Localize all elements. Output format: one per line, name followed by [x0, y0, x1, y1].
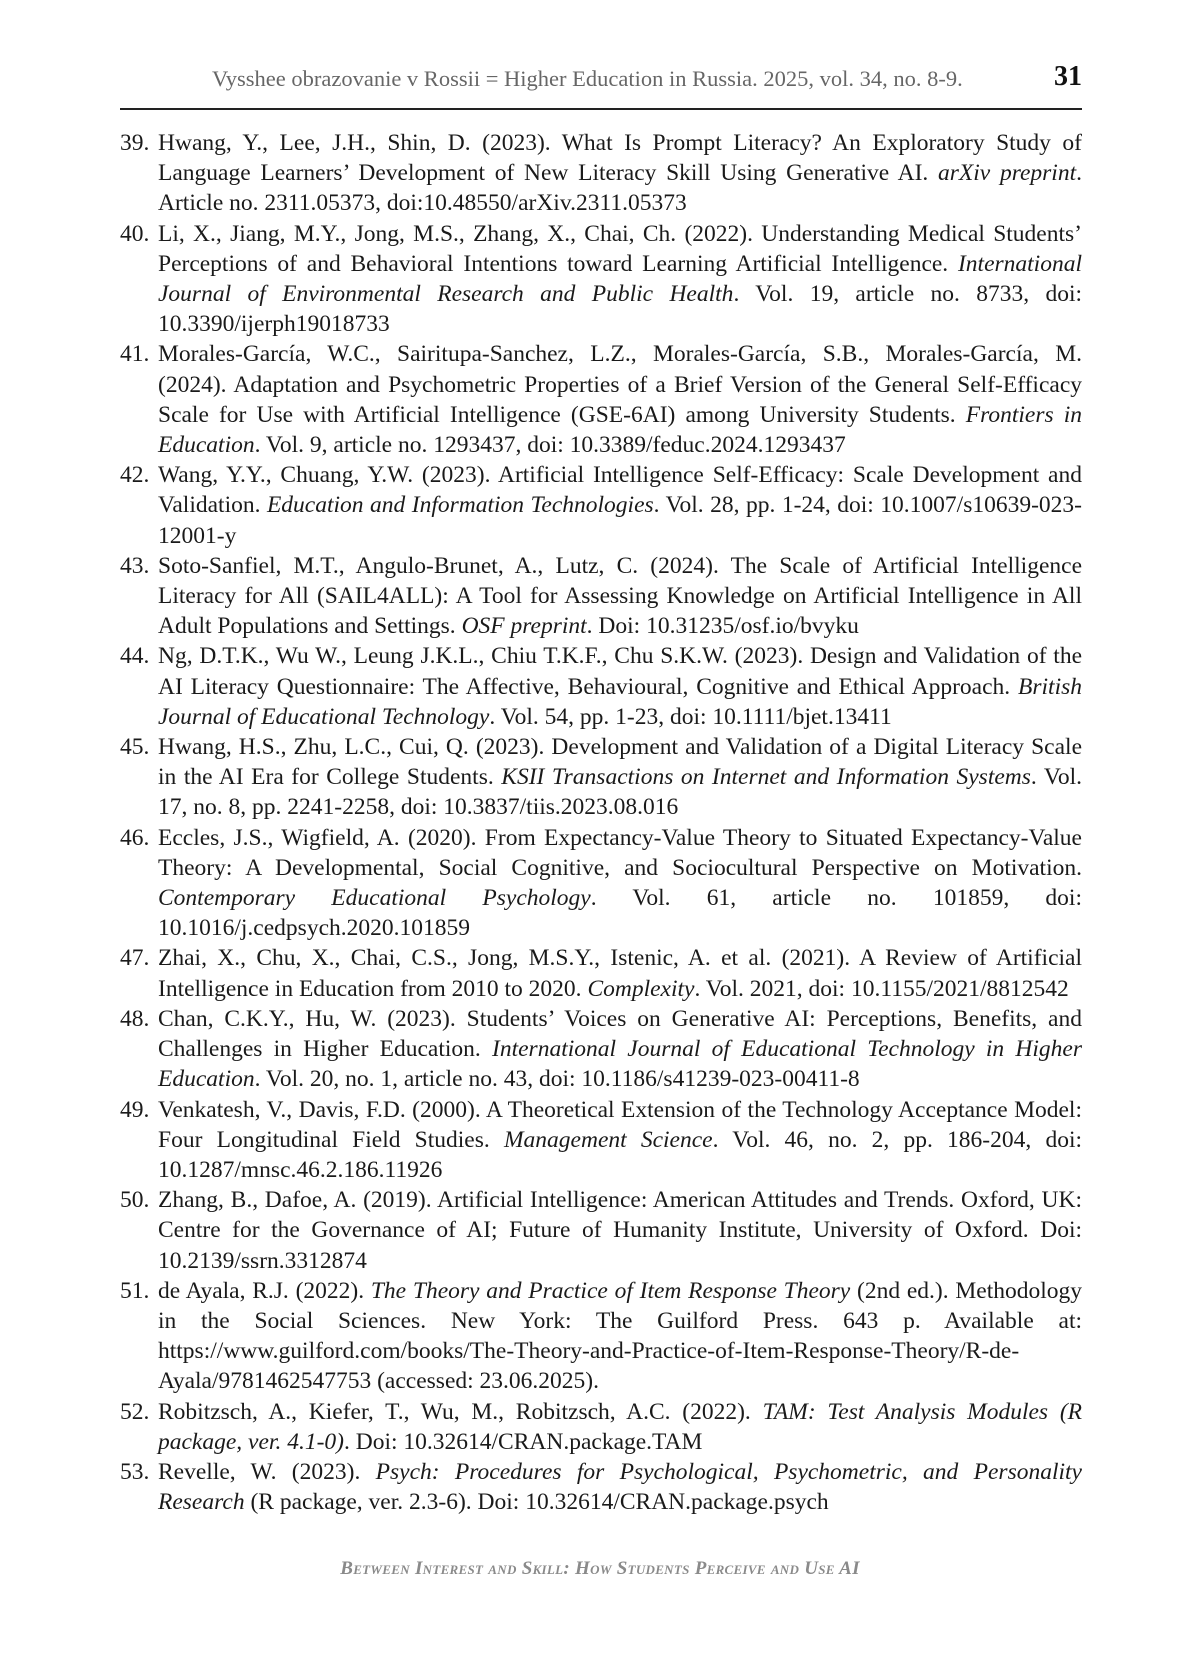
reference-item: [120, 128, 1082, 219]
reference-number: 42.: [120, 462, 150, 489]
reference-item: [120, 732, 1082, 823]
page-number: 31: [1054, 61, 1082, 92]
reference-item: [120, 219, 1082, 340]
reference-text: de Ayala, R.J. (2022).: [158, 1277, 371, 1304]
reference-details: . Vol. 20, no. 1, article no. 43, doi: 10.1186/s41239-023-00411-8: [254, 1066, 860, 1093]
page-header: [120, 62, 1082, 110]
reference-source: International Journal of Educational Technology in Higher Education: [158, 1036, 1082, 1093]
reference-source: KSII Transactions on Internet and Information Systems: [501, 764, 1031, 791]
reference-number: 40.: [120, 220, 150, 247]
reference-text: Hwang, Y., Lee, J.H., Shin, D. (2023). What Is Prompt Literacy? An Exploratory Study of Language Learners’ Development of New Literacy Skill Using Generative AI.: [158, 130, 1082, 187]
reference-number: 41.: [120, 341, 150, 368]
reference-list: [120, 128, 1082, 1517]
reference-source: Psych: Procedures for Psychological, Psychometric, and Personality Research: [158, 1458, 1082, 1516]
reference-source: arXiv preprint: [938, 160, 1077, 187]
reference-number: 49.: [120, 1096, 150, 1123]
reference-item: [120, 1397, 1082, 1457]
reference-details: . Vol. 17, no. 8, pp. 2241-2258, doi: 10.3837/tiis.2023.08.016: [158, 764, 1083, 821]
reference-text: Wang, Y.Y., Chuang, Y.W. (2023). Artificial Intelligence Self-Efficacy: Scale Development and Validation.: [158, 462, 1082, 519]
reference-text: Venkatesh, V., Davis, F.D. (2000). A Theoretical Extension of the Technology Acceptance Model: Four Longitudinal Field Studies.: [158, 1096, 1082, 1153]
reference-text: Zhai, X., Chu, X., Chai, C.S., Jong, M.S.Y., Istenic, A. et al. (2021). A Review of Artificial Intelligence in Education from 2010 to 2020.: [158, 945, 1082, 1002]
reference-number: 45.: [120, 734, 150, 761]
reference-details: . Doi: 10.31235/osf.io/bvyku: [586, 613, 859, 640]
reference-details: (R package, ver. 2.3-6). Doi: 10.32614/CRAN.package.psych: [244, 1489, 829, 1516]
reference-source: TAM: Test Analysis Modules (R package, ver. 4.1-0): [158, 1398, 1083, 1455]
reference-number: 51.: [120, 1277, 150, 1304]
reference-source: British Journal of Educational Technology: [158, 673, 1082, 730]
reference-details: . Doi: 10.32614/CRAN.package.TAM: [343, 1428, 703, 1455]
reference-text: Eccles, J.S., Wigfield, A. (2020). From Expectancy-Value Theory to Situated Expectancy-Value Theory: A Developmental, Social Cognitive, and Sociocultural Perspective on Motivation.: [158, 824, 1082, 881]
reference-source: Complexity: [587, 975, 695, 1002]
reference-source: Education and Information Technologies: [266, 492, 654, 519]
reference-source: International Journal of Environmental Research and Public Health: [158, 250, 1082, 308]
reference-item: [120, 339, 1082, 460]
reference-details: . Vol. 9, article no. 1293437, doi: 10.3389/feduc.2024.1293437: [254, 432, 846, 459]
reference-text: Morales-García, W.C., Sairitupa-Sanchez, L.Z., Morales-García, S.B., Morales-García, M. (2024). Adaptation and Psychometric Properties of a Brief Version of the General Self-Efficacy Scale for Use with Artificial Intelligence (GSE-6AI) among University Students.: [158, 341, 1082, 428]
reference-number: 46.: [120, 824, 150, 851]
reference-details: . Vol. 19, article no. 8733, doi: 10.3390/ijerph19018733: [158, 281, 1082, 338]
reference-item: [120, 1095, 1082, 1186]
reference-source: Frontiers in Education: [158, 401, 1082, 459]
reference-text: Zhang, B., Dafoe, A. (2019). Artificial Intelligence: American Attitudes and Trends. Oxford, UK: Centre for the Governance of AI; Future of Humanity Institute, University of Oxford. Doi: 10.2139/ssrn.3312874: [158, 1187, 1082, 1274]
reference-text: Robitzsch, A., Kiefer, T., Wu, M., Robitzsch, A.C. (2022).: [158, 1398, 763, 1425]
reference-item: [120, 823, 1082, 944]
reference-number: 50.: [120, 1187, 150, 1214]
reference-details: . Vol. 46, no. 2, pp. 186-204, doi: 10.1287/mnsc.46.2.186.11926: [158, 1126, 1083, 1183]
reference-text: Chan, C.K.Y., Hu, W. (2023). Students’ Voices on Generative AI: Perceptions, Benefits, and Challenges in Higher Education.: [158, 1005, 1082, 1063]
reference-number: 48.: [120, 1005, 150, 1032]
reference-details: . Article no. 2311.05373, doi:10.48550/arXiv.2311.05373: [158, 160, 1082, 217]
reference-item: [120, 551, 1082, 642]
reference-source: OSF preprint: [461, 613, 587, 640]
reference-item: [120, 1276, 1082, 1397]
reference-details: (2nd ed.). Methodology in the Social Sciences. New York: The Guilford Press. 643 p. Available at: https://www.guilford.com/books/The-Theory-and-Practice-of-Item-Response-Theory/R-de-Ayala/9781462547753 (accessed: 23.06.2025).: [158, 1277, 1083, 1395]
running-title: Between Interest and Skill: How Students Perceive and Use AI: [340, 1558, 860, 1579]
reference-number: 53.: [120, 1458, 150, 1485]
reference-source: Management Science: [503, 1126, 713, 1153]
reference-number: 47.: [120, 945, 150, 972]
reference-number: 52.: [120, 1398, 150, 1425]
reference-item: [120, 1004, 1082, 1095]
reference-item: [120, 1457, 1082, 1517]
reference-details: . Vol. 2021, doi: 10.1155/2021/8812542: [694, 975, 1069, 1002]
reference-details: . Vol. 28, pp. 1-24, doi: 10.1007/s10639-023-12001-y: [158, 492, 1083, 549]
reference-item: [120, 460, 1082, 551]
reference-text: Ng, D.T.K., Wu W., Leung J.K.L., Chiu T.K.F., Chu S.K.W. (2023). Design and Validation of the AI Literacy Questionnaire: The Affective, Behavioural, Cognitive and Ethical Approach.: [158, 643, 1082, 700]
reference-text: Revelle, W. (2023).: [158, 1458, 376, 1485]
reference-number: 43.: [120, 552, 150, 579]
reference-item: [120, 1185, 1082, 1276]
reference-text: Soto-Sanfiel, M.T., Angulo-Brunet, A., Lutz, C. (2024). The Scale of Artificial Intelligence Literacy for All (SAIL4ALL): A Tool for Assessing Knowledge on Artificial Intelligence in All Adult Populations and Settings.: [158, 552, 1082, 640]
reference-text: Li, X., Jiang, M.Y., Jong, M.S., Zhang, X., Chai, Ch. (2022). Understanding Medical Students’ Perceptions of and Behavioral Intentions toward Learning Artificial Intelligence.: [158, 220, 1082, 277]
reference-item: [120, 641, 1082, 732]
reference-item: [120, 943, 1082, 1003]
reference-number: 44.: [120, 643, 150, 670]
reference-details: . Vol. 61, article no. 101859, doi: 10.1016/j.cedpsych.2020.101859: [158, 885, 1082, 942]
reference-source: The Theory and Practice of Item Response Theory: [370, 1277, 851, 1304]
journal-citation: Vysshee obrazovanie v Rossii = Higher Education in Russia. 2025, vol. 34, no. 8-9.: [212, 66, 963, 91]
reference-source: Contemporary Educational Psychology: [158, 885, 591, 912]
reference-text: Hwang, H.S., Zhu, L.C., Cui, Q. (2023). Development and Validation of a Digital Literacy Scale in the AI Era for College Students.: [158, 734, 1082, 791]
reference-details: . Vol. 54, pp. 1-23, doi: 10.1111/bjet.13411: [489, 703, 892, 730]
reference-number: 39.: [120, 130, 150, 156]
